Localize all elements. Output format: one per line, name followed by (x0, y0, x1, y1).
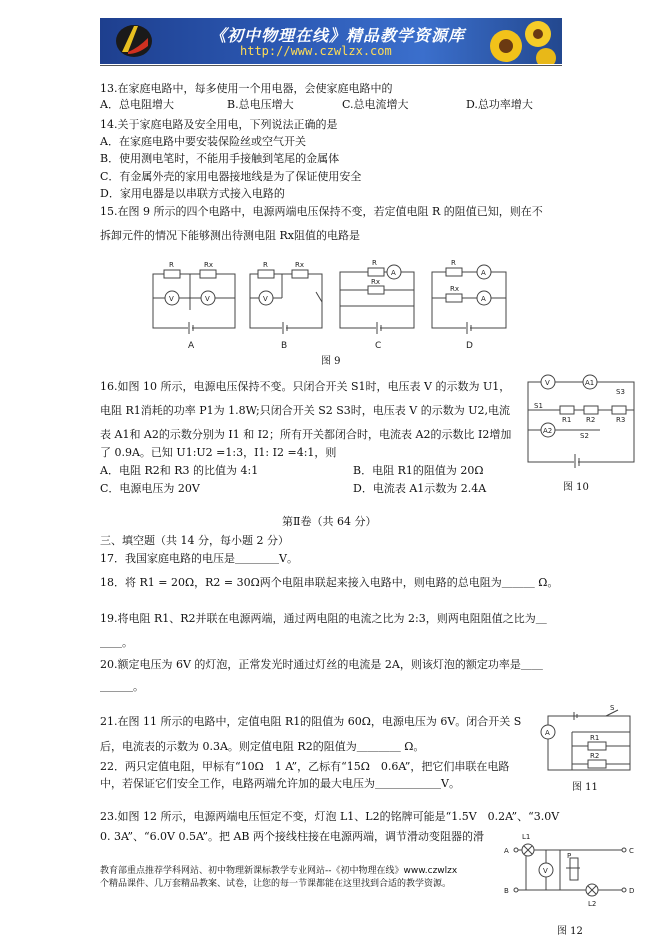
fig12-b-label: B (504, 887, 509, 895)
q14-option-b: B．使用测电笔时，不能用手接触到笔尾的金属体 (100, 152, 340, 165)
figure-10 (520, 372, 640, 468)
fig9-label-d: D (466, 341, 473, 351)
q16-option-b: B．电阻 R1的阻值为 20Ω (353, 464, 484, 477)
fig9-label-b: B (281, 341, 288, 351)
fig9d-a2-label: A (481, 295, 486, 303)
fig10-r2-label: R2 (586, 416, 596, 424)
q20-line2: ＿＿＿。 (100, 680, 144, 693)
fig10-r3-label: R3 (616, 416, 626, 424)
fig10-a2-label: A2 (543, 427, 553, 435)
q16-option-d: D．电流表 A1示数为 2.4A (353, 482, 487, 495)
q14-option-a: A．在家庭电路中要安装保险丝或空气开关 (100, 135, 306, 148)
q16-line2: 电阻 R1消耗的功率 P1为 1.8W;只闭合开关 S2 S3时，电压表 V 的示数为 U2,电流 (100, 404, 510, 417)
fig9-label-c: C (375, 341, 382, 351)
q13-option-d: D.总功率增大 (466, 98, 533, 111)
fig11-s-label: S (610, 704, 615, 712)
fig10-a1-label: A1 (585, 379, 595, 387)
q23-line2: 0. 3A”、“6.0V 0.5A”。把 AB 两个接线柱接在电源两端，调节滑动变阻器的滑 (100, 830, 484, 843)
figure-11 (534, 702, 634, 776)
fig9a-r-label: R (169, 261, 174, 269)
fig12-l1-label: L1 (522, 833, 531, 841)
q13-option-b: B.总电压增大 (227, 98, 294, 111)
fig9d-r-label: R (451, 259, 456, 267)
fig11-a-label: A (545, 729, 550, 737)
fig12-d-label: D (629, 887, 635, 895)
q14-option-c: C．有金属外壳的家用电器接地线是为了保证使用安全 (100, 170, 362, 183)
q15-line2: 拆卸元件的情况下能够测出待测电阻 Rx阻值的电路是 (100, 229, 360, 242)
header-rule (100, 65, 562, 66)
q16-line4: 了 0.9A。已知 U1:U2 =1:3，I1: I2 =4:1，则 (100, 446, 337, 459)
q17-text: 17．我国家庭电路的电压是＿＿＿＿V。 (100, 552, 298, 565)
q18-text: 18．将 R1 = 20Ω，R2 = 30Ω两个电阻串联起来接入电路中，则电路的总电阻为＿＿＿ Ω。 (100, 576, 559, 589)
logo-icon (114, 22, 154, 60)
figure-10-caption: 图 10 (563, 482, 589, 493)
q15-line1: 15.在图 9 所示的四个电路中，电源两端电压保持不变，若定值电阻 R 的阻值已知，则在不 (100, 205, 543, 218)
fig10-s1-label: S1 (534, 402, 543, 410)
fig9b-r-label: R (263, 261, 268, 269)
section-3-heading: 三、填空题（共 14 分，每小题 2 分） (100, 534, 289, 547)
q23-line1: 23.如图 12 所示，电源两端电压恒定不变，灯泡 L1、L2的铭牌可能是“1.5V 0.2A”、“3.0V (100, 810, 560, 823)
fig9-label-a: A (188, 341, 195, 351)
q21-line1: 21.在图 11 所示的电路中，定值电阻 R1的阻值为 60Ω，电源电压为 6V。闭合开关 S (100, 715, 522, 728)
q13-option-a: A．总电阻增大 (100, 98, 174, 111)
fig12-v-label: V (543, 867, 548, 875)
q16-option-c: C．电源电压为 20V (100, 482, 200, 495)
part2-title: 第Ⅱ卷（共 64 分） (282, 515, 377, 528)
fig9a-v1-label: V (169, 295, 174, 303)
figure-12 (500, 828, 640, 920)
fig9d-rx-label: Rx (450, 285, 460, 293)
fig9a-rx-label: Rx (204, 261, 214, 269)
q14-option-d: D．家用电器是以串联方式接入电路的 (100, 187, 285, 200)
figure-12-caption: 图 12 (557, 926, 583, 937)
fig12-a-label: A (504, 847, 509, 855)
fig9d-a1-label: A (481, 269, 486, 277)
fig10-s2-label: S2 (580, 432, 589, 440)
q19-line1: 19.将电阻 R1、R2并联在电源两端，通过两电阻的电流之比为 2:3，则两电阻阻值之比为＿ (100, 612, 547, 625)
fig10-r1-label: R1 (562, 416, 572, 424)
header-title: 《初中物理在线》精品教学资源库 (210, 26, 466, 45)
q13-stem: 13.在家庭电路中，每多使用一个用电器，会使家庭电路中的 (100, 82, 393, 95)
q16-option-a: A．电阻 R2和 R3 的比值为 4:1 (100, 464, 259, 477)
fig9a-v2-label: V (205, 295, 210, 303)
q22-line1: 22．两只定值电阻，甲标有“10Ω 1 A”，乙标有“15Ω 0.6A”，把它们串联在电路 (100, 760, 510, 773)
footer-line1: 教育部重点推荐学科网站、初中物理新课标教学专业网站--《初中物理在线》www.czwlzx (100, 866, 458, 876)
fig12-p-label: P (567, 852, 572, 860)
fig9c-a-label: A (391, 269, 396, 277)
fig9c-rx-label: Rx (371, 278, 381, 286)
q13-option-c: C.总电流增大 (342, 98, 409, 111)
fig11-r1-label: R1 (590, 734, 600, 742)
footer-line2: 个精品课件、几万套精品教案、试卷，让您的每一节课都能在这里找到合适的教学资源。 (100, 879, 452, 889)
header-url[interactable]: http://www.czwlzx.com (240, 44, 392, 58)
fig9c-r-label: R (372, 259, 377, 267)
fig9b-rx-label: Rx (295, 261, 305, 269)
header-banner (100, 18, 562, 64)
q19-line2: ＿＿。 (100, 636, 133, 649)
fig12-c-label: C (629, 847, 634, 855)
q22-line2: 中，若保证它们安全工作，电路两端允许加的最大电压为＿＿＿＿＿＿V。 (100, 777, 460, 790)
q14-stem: 14.关于家庭电路及安全用电，下列说法正确的是 (100, 118, 338, 131)
figure-9-caption: 图 9 (321, 356, 341, 367)
fig10-s3-label: S3 (616, 388, 625, 396)
sunflower-icon (476, 18, 556, 64)
q16-line3: 表 A1和 A2的示数分别为 I1 和 I2；所有开关都闭合时，电流表 A2的示数比 I2增加 (100, 428, 512, 441)
fig10-v-label: V (545, 379, 550, 387)
q16-line1: 16.如图 10 所示，电源电压保持不变。只闭合开关 S1时，电压表 V 的示数为 U1， (100, 380, 511, 393)
figure-11-caption: 图 11 (572, 782, 598, 793)
q20-line1: 20.额定电压为 6V 的灯泡，正常发光时通过灯丝的电流是 2A，则该灯泡的额定功率是＿＿ (100, 658, 543, 671)
q21-line2: 后，电流表的示数为 0.3A。则定值电阻 R2的阻值为＿＿＿＿ Ω。 (100, 740, 425, 753)
fig9b-v-label: V (263, 295, 268, 303)
fig12-l2-label: L2 (588, 900, 597, 908)
fig11-r2-label: R2 (590, 752, 600, 760)
